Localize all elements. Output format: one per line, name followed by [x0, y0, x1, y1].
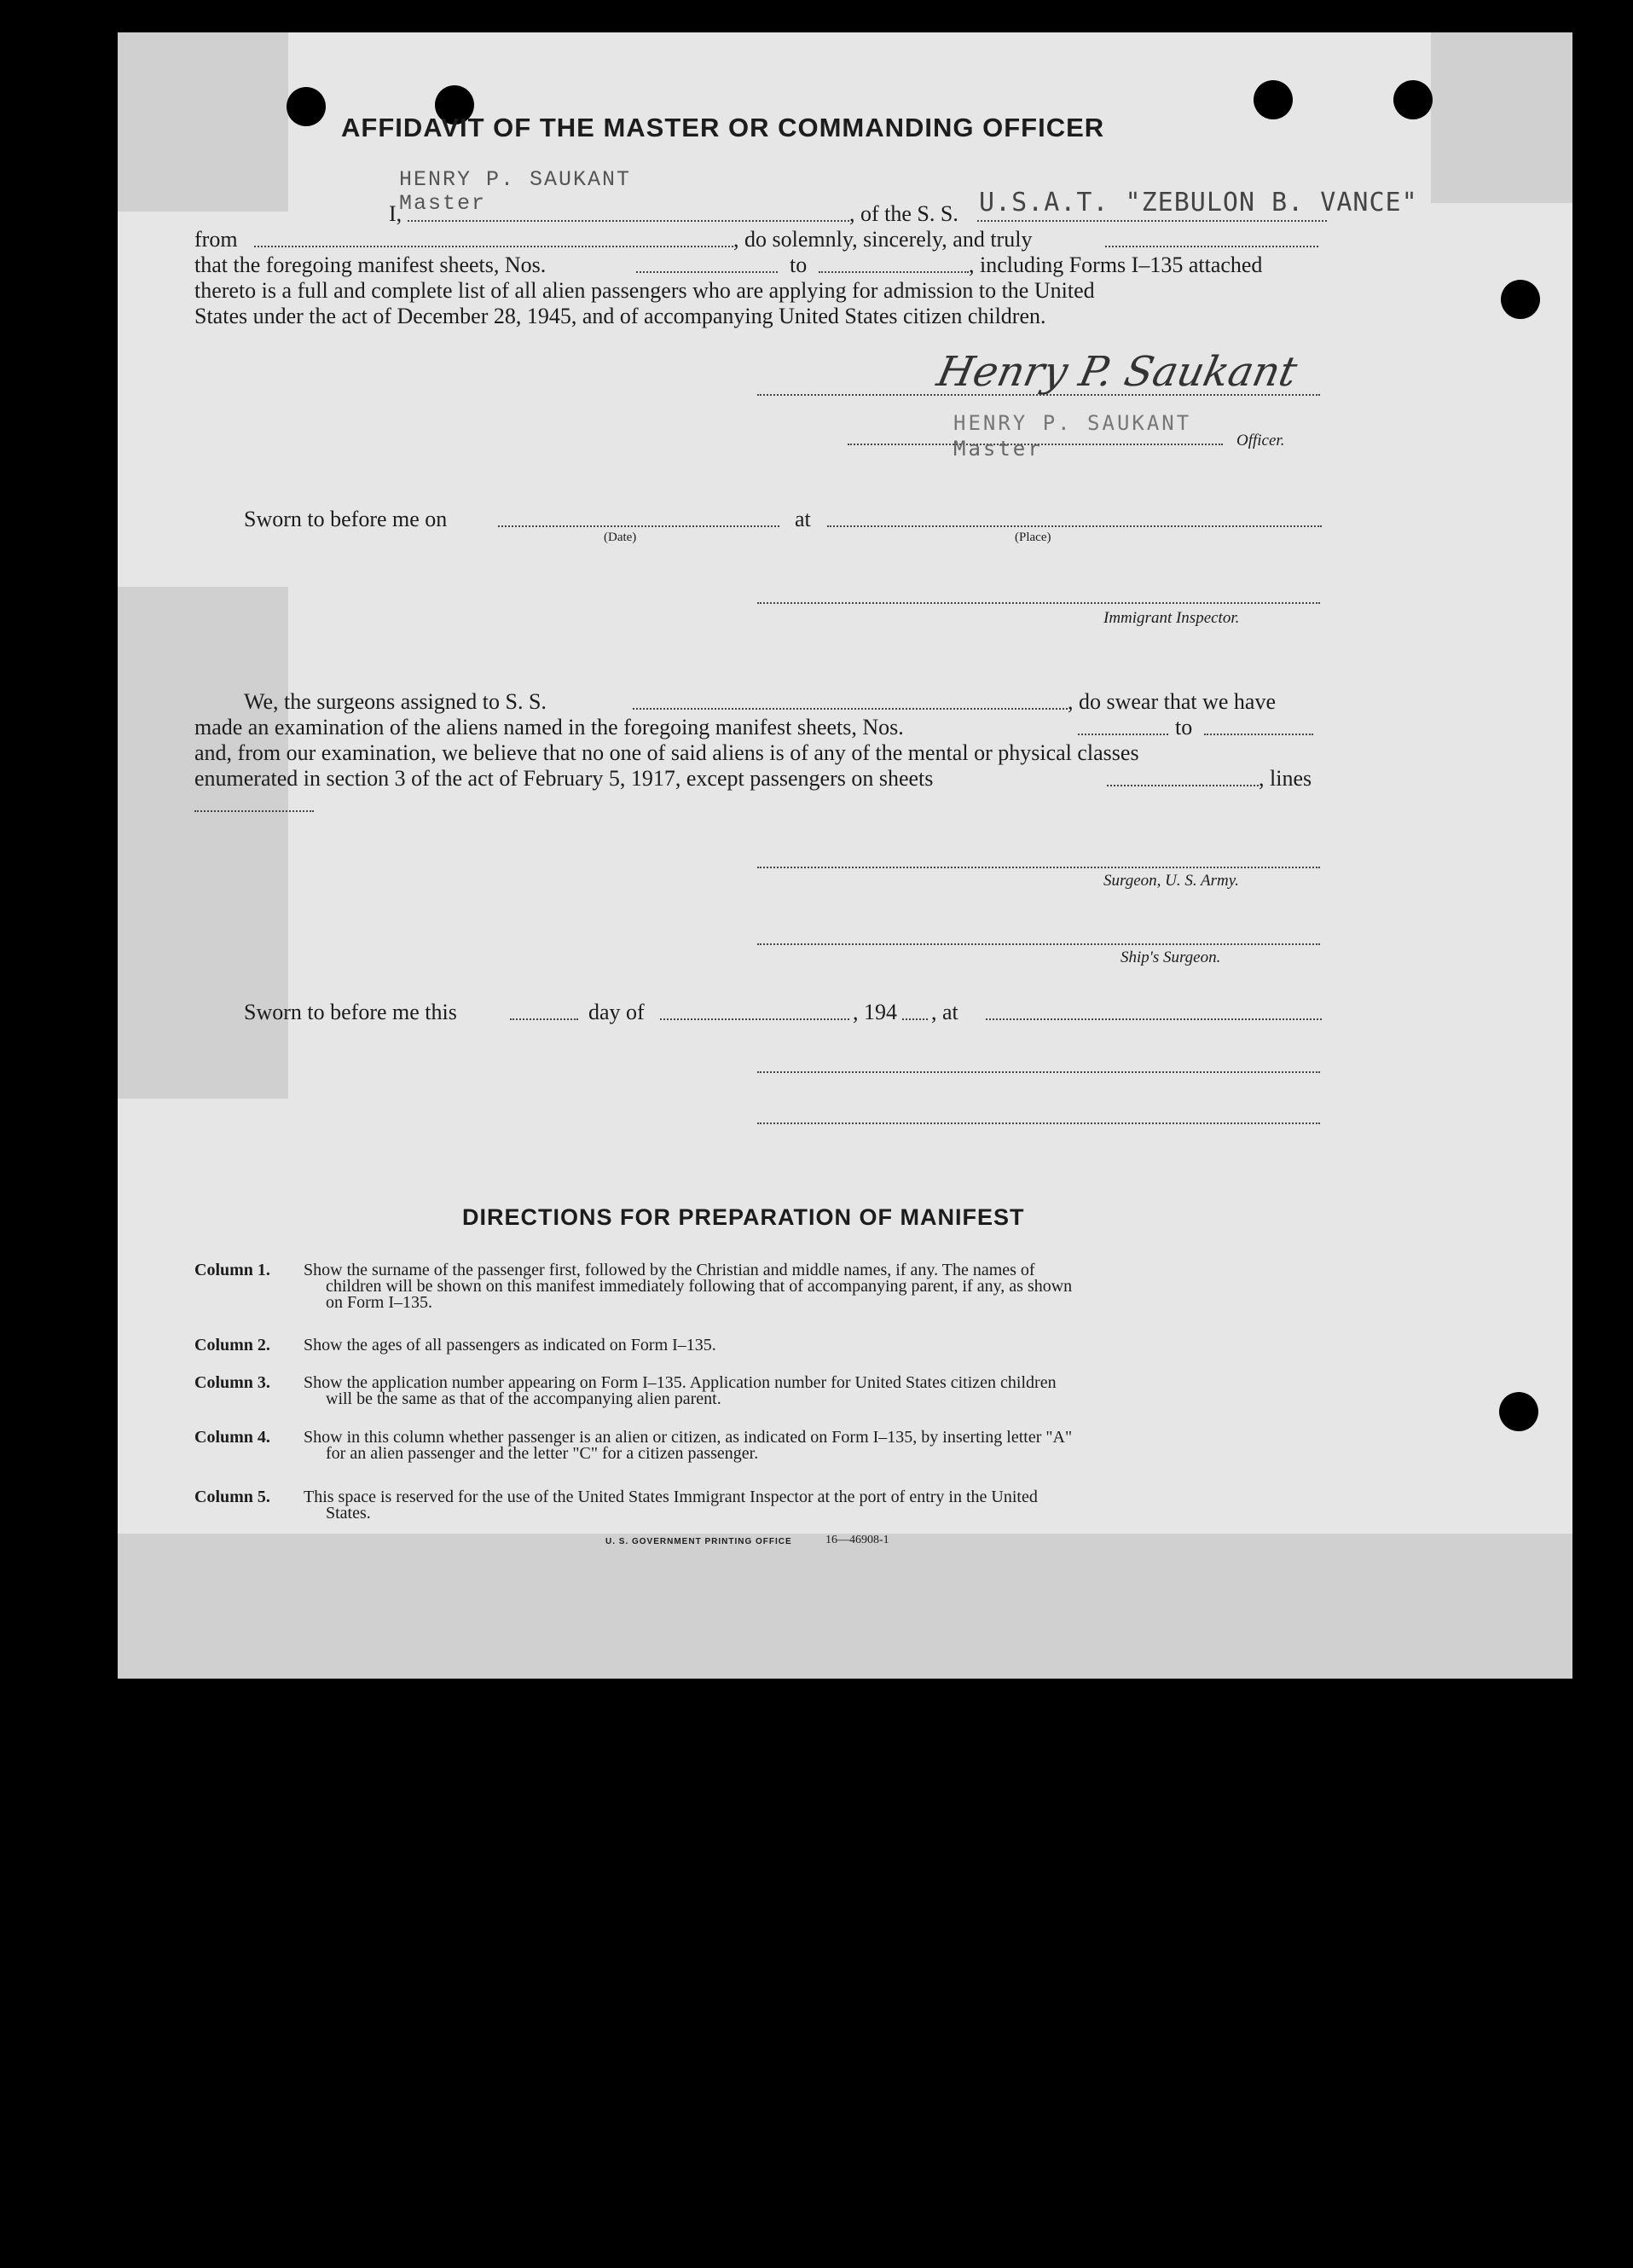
ship-line [977, 220, 1327, 222]
name-line [408, 220, 849, 222]
directions-title: DIRECTIONS FOR PREPARATION OF MANIFEST [462, 1204, 1025, 1230]
ship-surgeon-line [757, 943, 1320, 945]
scan-smudge-bottom [118, 1534, 1572, 1679]
sworn2-day-of: day of [588, 1000, 645, 1024]
punch-hole [287, 87, 326, 126]
sworn-at: at [795, 507, 811, 531]
surgeons-line2a: made an examination of the aliens named in the foregoing manifest sheets, Nos. [194, 715, 904, 740]
footer-office: U. S. GOVERNMENT PRINTING OFFICE [605, 1537, 792, 1546]
manifest-sheets-label: that the foregoing manifest sheets, Nos. [194, 252, 547, 277]
place-caption: (Place) [1015, 531, 1051, 544]
column-instruction-line: Show in this column whether passenger is an alien or citizen, as indicated on Form I–135, by inserting letter "A" [304, 1428, 1073, 1447]
to-label: to [790, 252, 808, 277]
column-instruction-line: on Form I–135. [326, 1293, 432, 1312]
from-label: from [194, 227, 238, 252]
column-label: Column 3. [194, 1373, 270, 1392]
from-line [254, 246, 733, 247]
surgeons-sheets-line [1107, 785, 1259, 786]
sworn2-month-line [660, 1018, 849, 1020]
i-label: I, [389, 201, 402, 226]
including-forms: , including Forms I–135 attached [969, 252, 1263, 277]
surgeons-nos-line [1078, 734, 1168, 735]
ship-surgeon-label: Ship's Surgeon. [1121, 948, 1221, 966]
punch-hole [1501, 280, 1540, 319]
signature-typed-title: Master [953, 437, 1043, 461]
sworn-place-line [827, 525, 1322, 527]
surgeons-to-line [1204, 734, 1313, 735]
sworn2-sign-line-2 [757, 1122, 1320, 1124]
affidavit-title: AFFIDAVIT OF THE MASTER OR COMMANDING OFFICER [341, 113, 1105, 142]
surgeons-lines-line [194, 810, 314, 812]
officer-label: Officer. [1236, 432, 1285, 450]
surgeons-line4b: , lines [1259, 766, 1312, 791]
column-instruction-line: children will be shown on this manifest immediately following that of accompanying parent, if any, as shown [326, 1277, 1073, 1296]
sworn-label: Sworn to before me on [244, 507, 448, 531]
do-solemnly: , do solemnly, sincerely, and truly [733, 227, 1033, 252]
sworn2-sign-line-1 [757, 1071, 1320, 1073]
sheets-from-line [636, 271, 778, 273]
surgeons-line1a: We, the surgeons assigned to S. S. [244, 689, 547, 714]
column-instruction-line: States. [326, 1504, 371, 1523]
footer-number: 16—46908-1 [825, 1534, 889, 1546]
punch-hole [1254, 80, 1293, 119]
column-instruction-line: Show the ages of all passengers as indicated on Form I–135. [304, 1336, 716, 1354]
signature-line [757, 394, 1320, 396]
column-label: Column 2. [194, 1336, 270, 1354]
officer-signature: Henry P. Saukant [933, 348, 1301, 396]
column-label: Column 5. [194, 1488, 270, 1506]
manifest-page [118, 32, 1572, 1679]
sworn2-year-line [902, 1018, 928, 1020]
scan-smudge-top-left [118, 32, 288, 212]
sworn2-label: Sworn to before me this [244, 1000, 457, 1024]
surgeons-line4a: enumerated in section 3 of the act of February 5, 1917, except passengers on sheets [194, 766, 934, 791]
truly-line [1105, 246, 1318, 247]
sworn2-day-line [510, 1018, 578, 1020]
sworn2-place-line [986, 1018, 1322, 1020]
ship-name-stamp: U.S.A.T. "ZEBULON B. VANCE" [979, 188, 1418, 218]
sworn2-year: , 194 [853, 1000, 897, 1024]
column-label: Column 1. [194, 1261, 270, 1279]
signature-typed-name: HENRY P. SAUKANT [953, 411, 1192, 435]
affidavit-text-line4: thereto is a full and complete list of all alien passengers who are applying for admission to the United [194, 278, 1095, 303]
sheets-to-line [819, 271, 969, 273]
punch-hole [1393, 80, 1433, 119]
typed-name: HENRY P. SAUKANT [399, 167, 632, 192]
inspector-line [757, 602, 1320, 604]
column-instruction-line: This space is reserved for the use of the United States Immigrant Inspector at the port of entry in the United [304, 1488, 1038, 1506]
typed-title: Master [399, 191, 487, 216]
punch-hole [1499, 1392, 1538, 1431]
sworn2-at: , at [931, 1000, 958, 1024]
of-ss-label: , of the S. S. [849, 201, 958, 226]
army-surgeon-label: Surgeon, U. S. Army. [1103, 872, 1239, 890]
army-surgeon-line [757, 867, 1320, 868]
inspector-label: Immigrant Inspector. [1103, 609, 1240, 627]
column-label: Column 4. [194, 1428, 270, 1447]
surgeons-line3: and, from our examination, we believe that no one of said aliens is of any of the mental or physical classes [194, 740, 1139, 765]
column-instruction-line: Show the surname of the passenger first, followed by the Christian and middle names, if any. The names of [304, 1261, 1035, 1279]
date-caption: (Date) [604, 531, 637, 544]
affidavit-text-line5: States under the act of December 28, 1945, and of accompanying United States citizen children. [194, 304, 1046, 328]
column-instruction-line: Show the application number appearing on Form I–135. Application number for United States citizen children [304, 1373, 1057, 1392]
surgeons-line1b: , do swear that we have [1068, 689, 1277, 714]
scan-smudge-top-right [1431, 32, 1572, 203]
sworn-date-line [498, 525, 779, 527]
surgeons-ship-line [633, 708, 1068, 710]
surgeons-line2-to: to [1175, 715, 1193, 740]
column-instruction-line: will be the same as that of the accompanying alien parent. [326, 1389, 721, 1408]
column-instruction-line: for an alien passenger and the letter "C" for a citizen passenger. [326, 1444, 759, 1463]
